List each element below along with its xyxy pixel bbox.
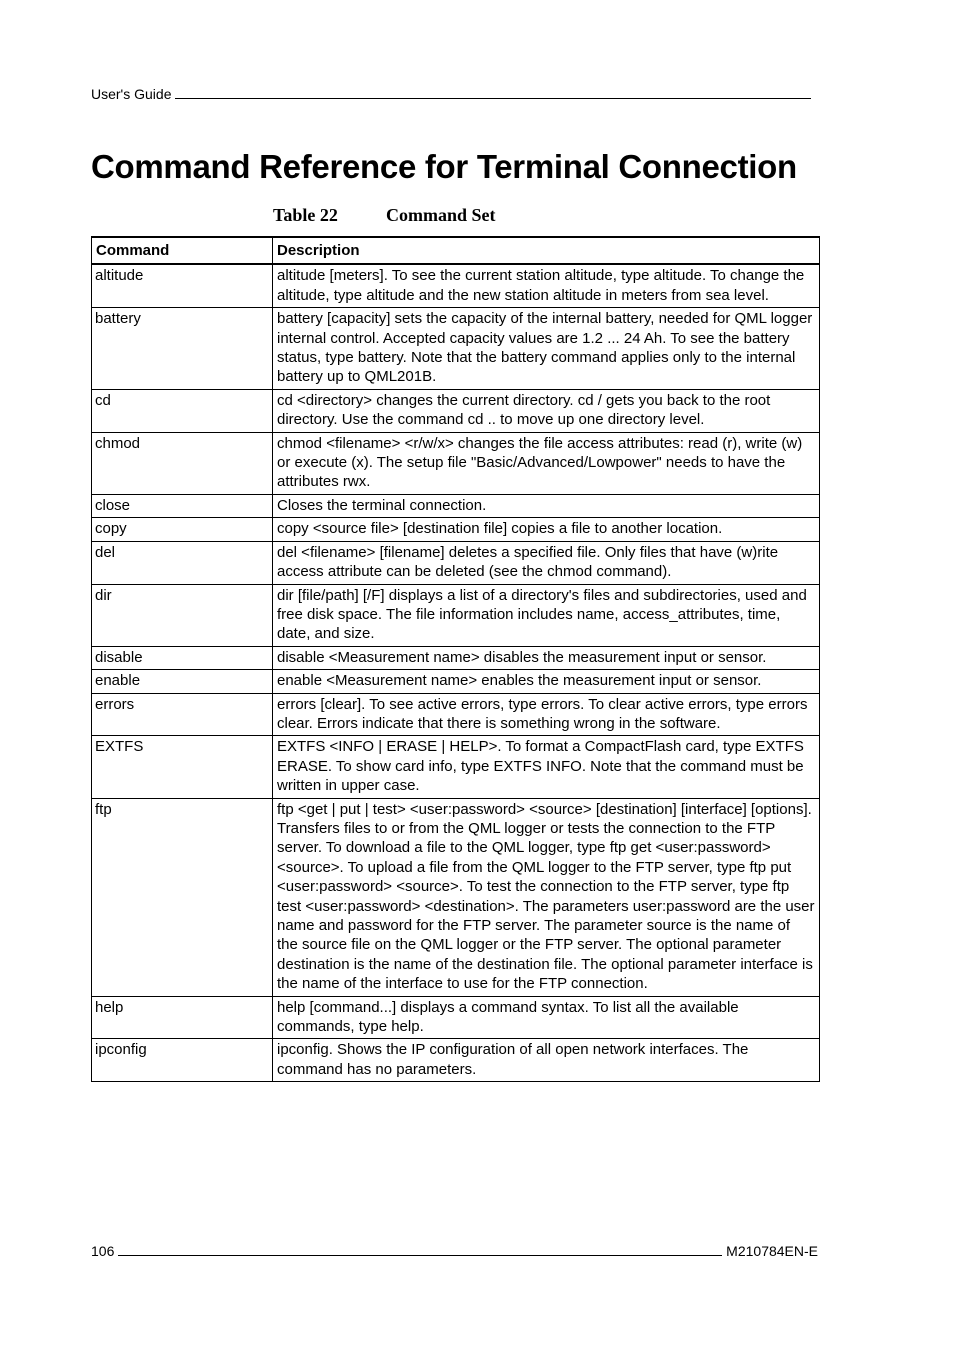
description-cell: EXTFS <INFO | ERASE | HELP>. To format a CompactFlash card, type EXTFS ERASE. To show card info, type EXTFS INFO. Note that the command must be written in upper case. [273,736,820,798]
command-cell: disable [92,646,273,669]
command-cell: help [92,996,273,1039]
table-header-row [92,237,820,264]
command-table [91,236,820,1082]
page-number: 106 [91,1243,115,1259]
table-caption-number: Table 22 [273,205,338,225]
command-cell: ftp [92,798,273,996]
description-cell: disable <Measurement name> disables the measurement input or sensor. [273,646,820,669]
description-cell: dir [file/path] [/F] displays a list of a directory's files and subdirectories, used and free disk space. The file information includes name, access_attributes, time, date, and size. [273,584,820,646]
description-cell: chmod <filename> <r/w/x> changes the file access attributes: read (r), write (w) or execute (x). The setup file "Basic/Advanced/Lowpower" needs to have the attributes rwx. [273,432,820,494]
description-cell: battery [capacity] sets the capacity of the internal battery, needed for QML logger internal control. Accepted capacity values are 1.2 ... 24 Ah. To see the battery status, type battery. Note that the battery command applies only to the internal battery up to QML201B. [273,308,820,390]
page-title: Command Reference for Terminal Connection [91,148,797,185]
description-cell: ftp <get | put | test> <user:password> <source> [destination] [interface] [options]. Transfers files to or from the QML logger or tests the connection to the FTP server. To download a file to the QML logger, type ftp get <user:password> <source>. To upload a file from the QML logger to the FTP server, type ftp put <user:password> <source>. To test the connection to the FTP server, type ftp test <user:password> <destination>. The parameters user:password are the user name and password for the FTP server. The parameter source is the name of the source file on the QML logger or the FTP server. The optional parameter destination is the name of the destination file. The optional parameter interface is the name of the interface to use for the FTP connection. [273,798,820,996]
table-row [92,494,820,517]
table-row [92,736,820,798]
table-row [92,693,820,736]
description-cell: cd <directory> changes the current directory. cd / gets you back to the root directory. Use the command cd .. to move up one directory level. [273,389,820,432]
command-cell: close [92,494,273,517]
table-caption-title: Command Set [386,205,496,225]
running-header [91,86,811,102]
running-footer [91,1243,818,1259]
command-cell: dir [92,584,273,646]
document-code: M210784EN-E [726,1243,818,1259]
table-row [92,584,820,646]
table-row [92,646,820,669]
column-header-description: Description [273,237,820,264]
command-cell: errors [92,693,273,736]
header-label: User's Guide [91,86,172,102]
footer-rule [118,1255,722,1256]
table-row [92,996,820,1039]
table-caption [273,205,496,226]
description-cell: enable <Measurement name> enables the measurement input or sensor. [273,670,820,693]
description-cell: help [command...] displays a command syntax. To list all the available commands, type help. [273,996,820,1039]
description-cell: ipconfig. Shows the IP configuration of all open network interfaces. The command has no parameters. [273,1039,820,1082]
command-cell: del [92,541,273,584]
table-row [92,308,820,390]
command-cell: copy [92,518,273,541]
command-cell: enable [92,670,273,693]
command-cell: chmod [92,432,273,494]
description-cell: copy <source file> [destination file] copies a file to another location. [273,518,820,541]
command-cell: altitude [92,264,273,307]
table-row [92,1039,820,1082]
table-row [92,541,820,584]
command-cell: EXTFS [92,736,273,798]
command-cell: ipconfig [92,1039,273,1082]
description-cell: Closes the terminal connection. [273,494,820,517]
description-cell: errors [clear]. To see active errors, type errors. To clear active errors, type errors clear. Errors indicate that there is something wrong in the software. [273,693,820,736]
table-row [92,518,820,541]
header-rule [175,98,811,99]
description-cell: del <filename> [filename] deletes a specified file. Only files that have (w)rite access attribute can be deleted (see the chmod command). [273,541,820,584]
command-cell: cd [92,389,273,432]
table-row [92,432,820,494]
table-row [92,670,820,693]
description-cell: altitude [meters]. To see the current station altitude, type altitude. To change the altitude, type altitude and the new station altitude in meters from sea level. [273,264,820,307]
column-header-command: Command [92,237,273,264]
command-cell: battery [92,308,273,390]
table-row [92,389,820,432]
table-row [92,798,820,996]
table-row [92,264,820,307]
